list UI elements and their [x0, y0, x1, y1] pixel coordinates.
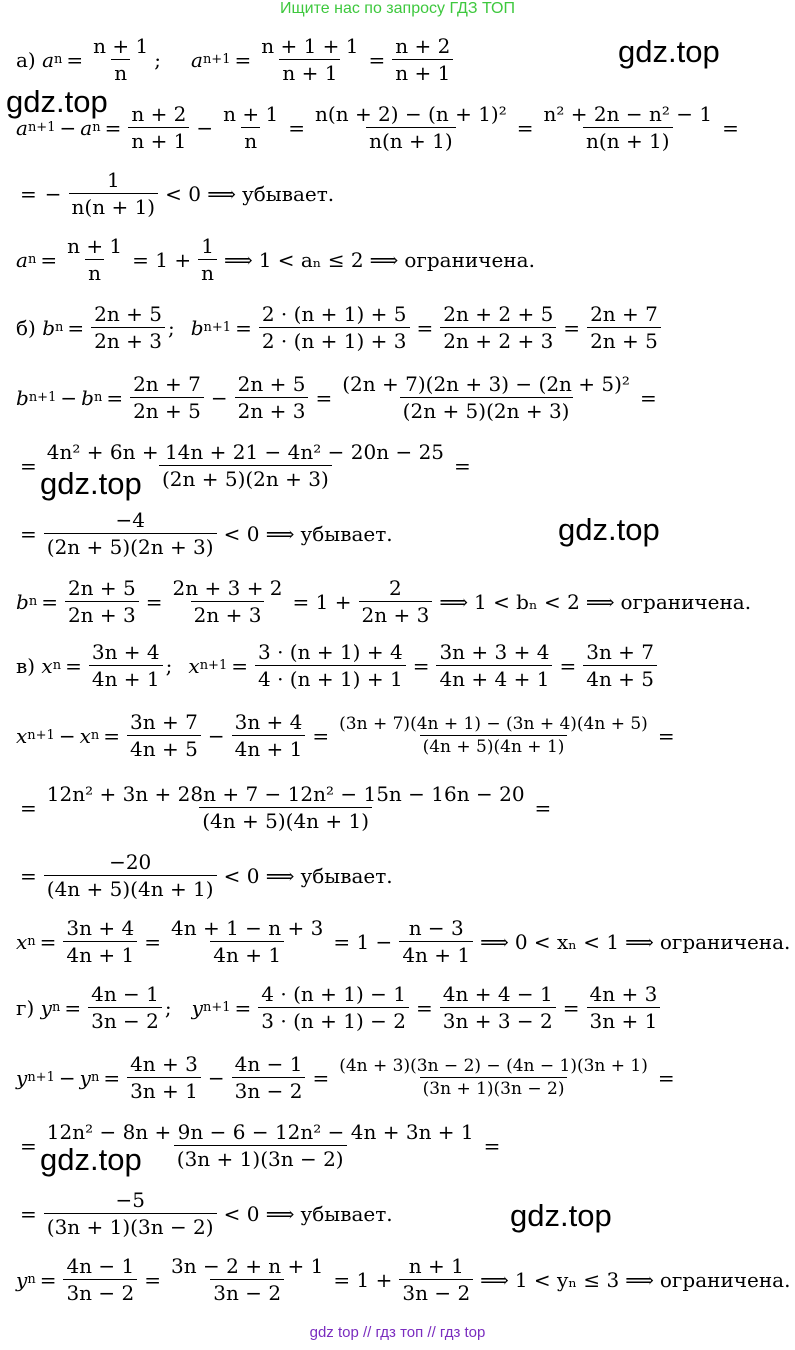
formula-line: = $\frac{-20}{(4n + 5)(4n + 1)}$ < 0 ⟹ убывает.	[20, 850, 393, 901]
fraction: $\frac{3n + 4}{4n + 1}$	[63, 916, 137, 967]
formula-line: б) b n = $\frac{2n + 5}{2n + 3}$ ; b n+1 = $\frac{2 \cdot (n + 1) + 5}{2 \cdot (n + 1) + 3}$ = $\frac{2n + 2 + 5}{2n + 2 + 3}$ = $\frac{2n + 7}{2n + 5}$	[16, 302, 664, 353]
fraction: $\frac{3n + 3 + 4}{4n + 4 + 1}$	[436, 640, 552, 691]
fraction: $\frac{3 \cdot (n + 1) + 4}{4 \cdot (n + 1) + 1}$	[255, 640, 406, 691]
fraction: $\frac{\text{n(n + 2) − (n + 1)²}}{n(n + 1)}$	[315, 102, 507, 153]
fraction: $\frac{1}{n(n + 1)}$	[69, 168, 159, 219]
fraction: $\frac{4n - 1}{3n - 2}$	[232, 1052, 306, 1103]
formula-line: = $\frac{\text{12n² + 3n + 28n + 7 − 12n² − 15n − 16n − 20}}{(4n + 5)(4n + 1)}$ =	[20, 782, 552, 833]
fraction: $\frac{\text{12n² − 8n + 9n − 6 − 12n² − 4n + 3n + 1}}{(3n + 1)(3n - 2)}$	[46, 1120, 474, 1171]
fraction: $\frac{2}{2n + 3}$	[359, 576, 433, 627]
fraction: $\frac{2n + 5}{2n + 3}$	[235, 372, 309, 423]
fraction: $\frac{\text{n² + 2n − n² − 1}}{n(n + 1)}$	[543, 102, 713, 153]
formula-line: b n = $\frac{2n + 5}{2n + 3}$ = $\frac{2n + 3 + 2}{2n + 3}$ = 1 + $\frac{2}{2n + 3}$ ⟹ 1 < bₙ < 2 ⟹ ограничена.	[16, 576, 752, 627]
fraction: $\frac{3n + 4}{4n + 1}$	[89, 640, 163, 691]
formula-line: а) a n = $\frac{n + 1}{n}$ ; a n+1 = $\frac{n + 1 + 1}{n + 1}$ = $\frac{n + 2}{n + 1}$	[16, 34, 456, 85]
fraction: $\frac{4n - 1}{3n - 2}$	[63, 1254, 137, 1305]
fraction: $\frac{4n - 1}{3n - 2}$	[88, 982, 162, 1033]
fraction: $\frac{2 \cdot (n + 1) + 5}{2 \cdot (n + 1) + 3}$	[259, 302, 410, 353]
fraction: $\frac{4n + 3}{3n + 1}$	[587, 982, 661, 1033]
formula-line: y n+1 − y n = $\frac{4n + 3}{3n + 1}$ − $\frac{4n - 1}{3n - 2}$ = $\frac{(4n + 3)(3n - 2) - (4n - 1)(3n + 1)}{(3n + 1)(3n - 2)}$ =	[16, 1052, 675, 1103]
formula-line: г) y n = $\frac{4n - 1}{3n - 2}$ ; y n+1 = $\frac{4 \cdot (n + 1) - 1}{3 \cdot (n + 1) - 2}$ = $\frac{4n + 4 - 1}{3n + 3 - 2}$ = $\frac{4n + 3}{3n + 1}$	[16, 982, 663, 1033]
fraction: $\frac{n + 1}{3n - 2}$	[399, 1254, 473, 1305]
formula-line: x n+1 − x n = $\frac{3n + 7}{4n + 5}$ − $\frac{3n + 4}{4n + 1}$ = $\frac{(3n + 7)(4n + 1) - (3n + 4)(4n + 5)}{(4n + 5)(4n + 1)}$ =	[16, 710, 675, 761]
formula-line: = $\frac{-4}{(2n + 5)(2n + 3)}$ < 0 ⟹ убывает.	[20, 508, 393, 559]
fraction: $\frac{2n + 5}{2n + 3}$	[91, 302, 165, 353]
fraction: $\frac{3n + 4}{4n + 1}$	[232, 710, 306, 761]
fraction: $\frac{2n + 5}{2n + 3}$	[65, 576, 139, 627]
fraction: $\frac{\text{4n² + 6n + 14n + 21 − 4n² − 20n − 25}}{(2n + 5)(2n + 3)}$	[46, 440, 445, 491]
formula-line: a n = $\frac{n + 1}{n}$ = 1 + $\frac{1}{n}$ ⟹ 1 < aₙ ≤ 2 ⟹ ограничена.	[16, 234, 535, 285]
watermark: gdz.top	[618, 34, 720, 69]
fraction: $\frac{n - 3}{4n + 1}$	[399, 916, 473, 967]
fraction: $\frac{n + 2}{n + 1}$	[392, 34, 453, 85]
fraction: $\frac{n + 1 + 1}{n + 1}$	[261, 34, 359, 85]
fraction: $\frac{2n + 3 + 2}{2n + 3}$	[172, 576, 283, 627]
formula-line: b n+1 − b n = $\frac{2n + 7}{2n + 5}$ − $\frac{2n + 5}{2n + 3}$ = $\frac{\text{(2n + 7)(2n + 3) − (2n + 5)²}}{(2n + 5)(2n + 3)}$ =	[16, 372, 657, 423]
fraction: $\frac{n + 1}{n}$	[223, 102, 279, 153]
watermark: gdz.top	[510, 1198, 612, 1233]
formula-line: в) x n = $\frac{3n + 4}{4n + 1}$ ; x n+1 = $\frac{3 \cdot (n + 1) + 4}{4 \cdot (n + 1) + 1}$ = $\frac{3n + 3 + 4}{4n + 4 + 1}$ = $\frac{3n + 7}{4n + 5}$	[16, 640, 660, 691]
watermark: gdz.top	[40, 466, 142, 501]
formula-line: = $\frac{\text{12n² − 8n + 9n − 6 − 12n² − 4n + 3n + 1}}{(3n + 1)(3n - 2)}$ =	[20, 1120, 501, 1171]
fraction: $\frac{3n - 2 + n + 1}{3n - 2}$	[171, 1254, 324, 1305]
fraction: $\frac{\text{12n² + 3n + 28n + 7 − 12n² − 15n − 16n − 20}}{(4n + 5)(4n + 1)}$	[46, 782, 525, 833]
fraction: $\frac{1}{n}$	[198, 234, 217, 285]
fraction: $\frac{2n + 2 + 5}{2n + 2 + 3}$	[440, 302, 556, 353]
fraction: $\frac{2n + 7}{2n + 5}$	[130, 372, 204, 423]
watermark: gdz.top	[6, 84, 108, 119]
part-label: г)	[16, 995, 35, 1020]
footer-text: gdz top // гдз топ // гдз top	[309, 1324, 486, 1341]
fraction: $\frac{n + 1}{n}$	[67, 234, 123, 285]
fraction: $\frac{n + 1}{n}$	[93, 34, 149, 85]
fraction: $\frac{(4n + 3)(3n - 2) - (4n - 1)(3n + 1)}{(3n + 1)(3n - 2)}$	[339, 1056, 648, 1099]
formula-line: a n+1 − a n = $\frac{n + 2}{n + 1}$ − $\frac{n + 1}{n}$ = $\frac{\text{n(n + 2) − (n + 1)²}}{n(n + 1)}$ = $\frac{\text{n² + 2n − n² − 1}}{n(n + 1)}$ =	[16, 102, 739, 153]
fraction: $\frac{-5}{(3n + 1)(3n - 2)}$	[44, 1188, 217, 1239]
formula-line: = $\frac{-5}{(3n + 1)(3n - 2)}$ < 0 ⟹ убывает.	[20, 1188, 393, 1239]
fraction: $\frac{4n + 4 - 1}{3n + 3 - 2}$	[440, 982, 556, 1033]
watermark: gdz.top	[40, 1142, 142, 1177]
formula-line: = $\frac{\text{4n² + 6n + 14n + 21 − 4n² − 20n − 25}}{(2n + 5)(2n + 3)}$ =	[20, 440, 471, 491]
formula-line: x n = $\frac{3n + 4}{4n + 1}$ = $\frac{4n + 1 - n + 3}{4n + 1}$ = 1 − $\frac{n - 3}{4n + 1}$ ⟹ 0 < xₙ < 1 ⟹ ограничена.	[16, 916, 791, 967]
fraction: $\frac{3n + 7}{4n + 5}$	[583, 640, 657, 691]
fraction: $\frac{-20}{(4n + 5)(4n + 1)}$	[44, 850, 217, 901]
part-label: в)	[16, 653, 36, 678]
formula-line: y n = $\frac{4n - 1}{3n - 2}$ = $\frac{3n - 2 + n + 1}{3n - 2}$ = 1 + $\frac{n + 1}{3n - 2}$ ⟹ 1 < yₙ ≤ 3 ⟹ ограничена.	[16, 1254, 791, 1305]
fraction: $\frac{4 \cdot (n + 1) - 1}{3 \cdot (n + 1) - 2}$	[258, 982, 409, 1033]
formula-line: = − $\frac{1}{n(n + 1)}$ < 0 ⟹ убывает.	[20, 168, 335, 219]
fraction: $\frac{3n + 7}{4n + 5}$	[127, 710, 201, 761]
fraction: $\frac{4n + 3}{3n + 1}$	[127, 1052, 201, 1103]
part-label: б)	[16, 315, 36, 340]
fraction: $\frac{\text{(2n + 7)(2n + 3) − (2n + 5)²}}{(2n + 5)(2n + 3)}$	[342, 372, 630, 423]
fraction: $\frac{2n + 7}{2n + 5}$	[587, 302, 661, 353]
banner-text: Ищите нас по запросу ГДЗ ТОП	[280, 0, 515, 17]
watermark: gdz.top	[558, 512, 660, 547]
fraction: $\frac{-4}{(2n + 5)(2n + 3)}$	[44, 508, 217, 559]
fraction: $\frac{4n + 1 - n + 3}{4n + 1}$	[171, 916, 324, 967]
part-label: а)	[16, 47, 36, 72]
fraction: $\frac{n + 2}{n + 1}$	[128, 102, 189, 153]
fraction: $\frac{(3n + 7)(4n + 1) - (3n + 4)(4n + 5)}{(4n + 5)(4n + 1)}$	[339, 714, 648, 757]
